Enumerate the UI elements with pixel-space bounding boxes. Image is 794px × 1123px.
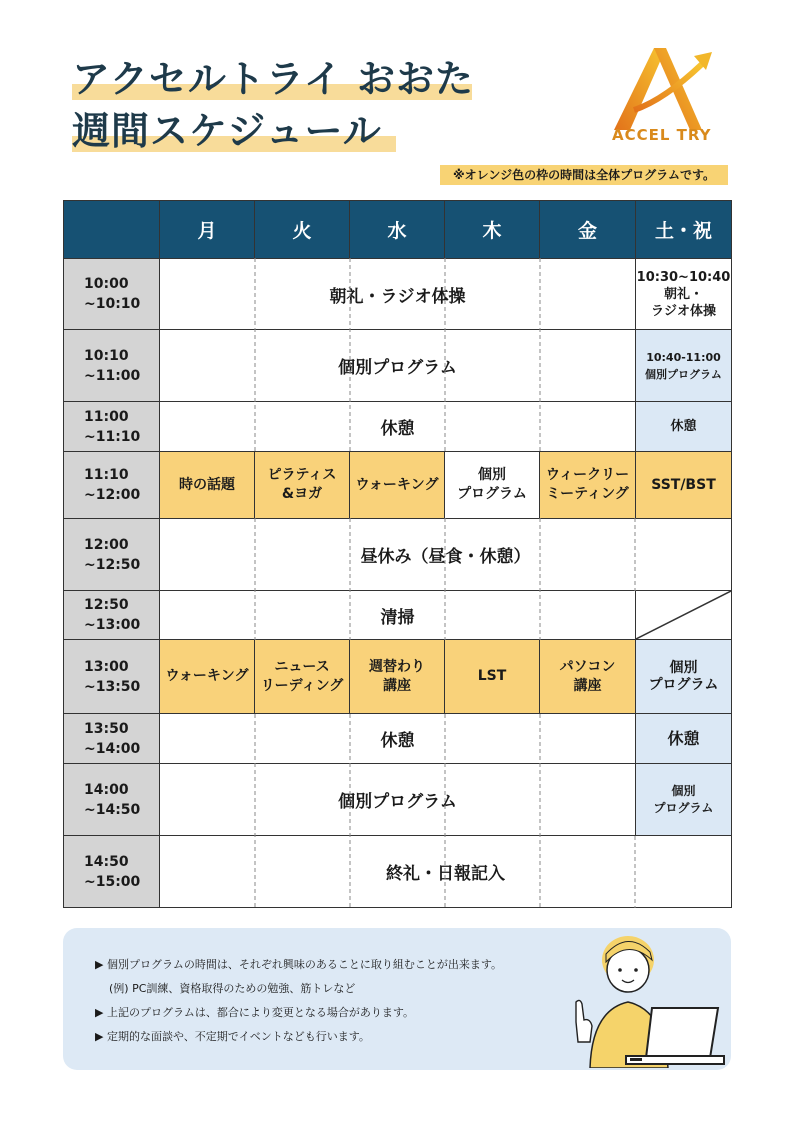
page-title-line1: アクセルトライ おおた [72, 57, 474, 101]
sat-cell: 10:30~10:40 朝礼・ ラジオ体操 [636, 259, 732, 330]
sat-cell: 個別 プログラム [636, 640, 732, 714]
sat-cell: SST/BST [636, 452, 732, 519]
program-cell: 個別プログラム [160, 330, 636, 402]
day-header-sat: 土・祝 [636, 201, 732, 259]
sat-cell: 休憩 [636, 714, 732, 764]
table-row [64, 764, 732, 836]
time-cell: 11:10 ~12:00 [64, 452, 160, 519]
time-cell: 12:00 ~12:50 [64, 519, 160, 591]
sat-cell: 休憩 [636, 402, 732, 452]
time-cell: 10:10 ~11:00 [64, 330, 160, 402]
header-blank [64, 201, 160, 259]
time-cell: 10:00 ~10:10 [64, 259, 160, 330]
day-header-tue: 火 [255, 201, 350, 259]
page-title-line2: 週間スケジュール [72, 112, 382, 150]
program-cell: 休憩 [160, 714, 636, 764]
program-cell: パソコン 講座 [540, 640, 636, 714]
info-bullet-1-example: (例) PC訓練、資格取得のための勉強、筋トレなど [109, 982, 356, 995]
info-bullet-3: ▶ 定期的な面談や、不定期でイベントなども行います。 [95, 1030, 370, 1043]
time-cell: 14:00 ~14:50 [64, 764, 160, 836]
program-cell: 時の話題 [160, 452, 255, 519]
table-row [64, 640, 732, 714]
table-row [64, 519, 732, 591]
table-row [64, 452, 732, 519]
program-cell: ピラティス &ヨガ [255, 452, 350, 519]
program-cell: LST [445, 640, 540, 714]
weekly-schedule-table [63, 200, 732, 908]
program-cell: 朝礼・ラジオ体操 [160, 259, 636, 330]
person-with-laptop-icon [560, 930, 730, 1068]
time-cell: 13:00 ~13:50 [64, 640, 160, 714]
day-header-mon: 月 [160, 201, 255, 259]
table-row [64, 591, 732, 640]
program-cell: ウィークリー ミーティング [540, 452, 636, 519]
program-cell: 個別 プログラム [445, 452, 540, 519]
header-row [64, 201, 732, 259]
day-header-thu: 木 [445, 201, 540, 259]
program-cell: ウォーキング [350, 452, 445, 519]
orange-frame-note: ※オレンジ色の枠の時間は全体プログラムです。 [440, 165, 728, 185]
day-header-wed: 水 [350, 201, 445, 259]
diagonal-line [636, 591, 731, 639]
table-row [64, 330, 732, 402]
sat-cell: 10:40-11:00 個別プログラム [636, 330, 732, 402]
program-cell: 個別プログラム [160, 764, 636, 836]
time-cell: 13:50 ~14:00 [64, 714, 160, 764]
program-cell: 終礼・日報記入 [160, 836, 732, 908]
program-cell: 清掃 [160, 591, 636, 640]
logo-text: ACCEL TRY [612, 126, 712, 144]
info-bullet-1: ▶ 個別プログラムの時間は、それぞれ興味のあることに取り組むことが出来ます。 [95, 958, 502, 971]
info-bullet-2: ▶ 上記のプログラムは、都合により変更となる場合があります。 [95, 1006, 414, 1019]
table-row [64, 259, 732, 330]
time-cell: 11:00 ~11:10 [64, 402, 160, 452]
table-row [64, 836, 732, 908]
program-cell: 休憩 [160, 402, 636, 452]
time-cell: 14:50 ~15:00 [64, 836, 160, 908]
sat-cell: 個別 プログラム [636, 764, 732, 836]
table-row [64, 714, 732, 764]
time-cell: 12:50 ~13:00 [64, 591, 160, 640]
program-cell: 昼休み（昼食・休憩） [160, 519, 732, 591]
program-cell: ウォーキング [160, 640, 255, 714]
sat-cell-empty [636, 591, 732, 640]
day-header-fri: 金 [540, 201, 636, 259]
table-row [64, 402, 732, 452]
program-cell: ニュース リーディング [255, 640, 350, 714]
program-cell: 週替わり 講座 [350, 640, 445, 714]
